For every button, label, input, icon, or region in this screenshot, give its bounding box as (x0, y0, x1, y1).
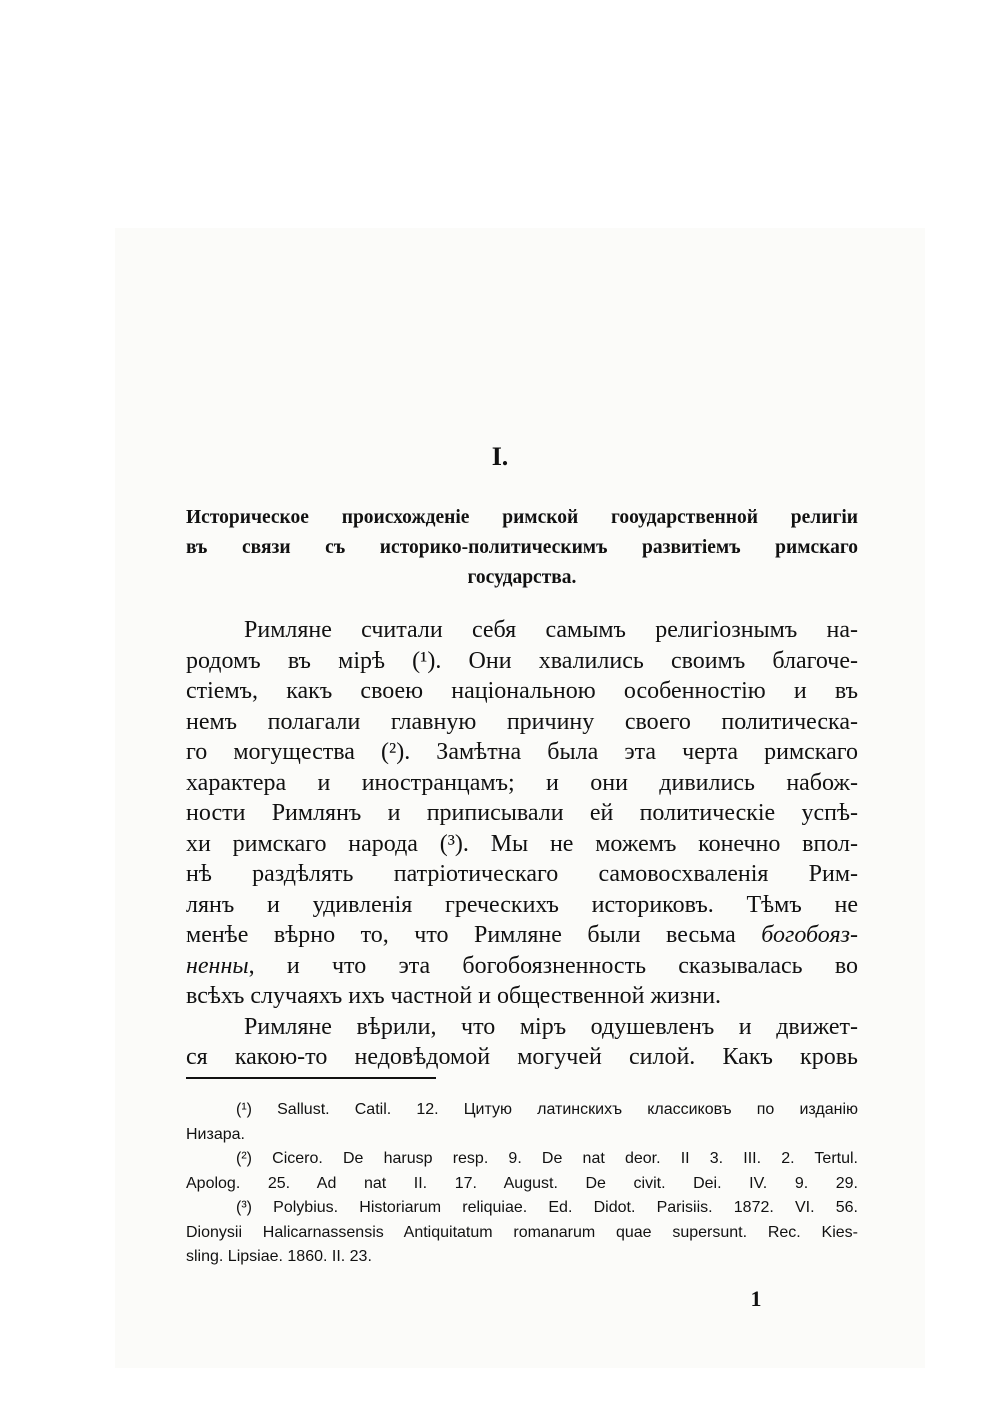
body-line: лянъ и удивленія греческихъ историковъ. Тѣмъ не (186, 891, 858, 918)
body-line: характера и иностранцамъ; и они дивились набож- (186, 769, 858, 796)
body-text-segment: менѣе вѣрно то, что Римляне были весьма (186, 922, 736, 948)
body-line: всѣхъ случаяхъ ихъ частной и общественной жизни. (186, 983, 722, 1009)
title-line: въ связи съ историко-политическимъ развитіемъ римскаго (186, 537, 858, 558)
body-line: родомъ въ мірѣ (¹). Они хвалились своимъ благочe- (186, 647, 858, 674)
body-text (186, 615, 858, 1073)
body-italic-segment: ненны (186, 952, 249, 979)
body-line: хи римскаго народа (³). Мы не можемъ конечно впол- (186, 830, 858, 857)
chapter-title (186, 503, 858, 593)
body-line: ся какою-то недовѣдомой могучей силой. Какъ кровь (186, 1044, 858, 1070)
chapter-number: I. (491, 442, 509, 471)
footnote-separator (186, 1077, 436, 1079)
body-line: нѣ раздѣлять патріотическаго самовосхваленія Рим- (186, 861, 858, 887)
footnotes (186, 1098, 858, 1270)
body-line: Римляне вѣрили, что міръ одушевленъ и движет- (244, 1013, 858, 1040)
footnote-line: (²) Cicero. De harusp resp. 9. De nat deor. II 3. III. 2. Tertul. (236, 1150, 858, 1167)
body-line: ности Римлянъ и приписывали ей политическіе успѣ- (186, 800, 858, 826)
footnote-line: (³) Polybius. Historiarum reliquiae. Ed. Didot. Parisiis. 1872. VI. 56. (236, 1199, 858, 1216)
title-line: Историческое происхожденіе римской гооударственной религіи (186, 507, 858, 528)
footnote-line: (¹) Sallust. Catil. 12. Цитую латинскихъ классиковъ по изданію (236, 1101, 858, 1118)
footnote-line: Низара. (186, 1125, 245, 1143)
footnote-line: Apolog. 25. Ad nat II. 17. August. De civit. Dei. IV. 9. 29. (186, 1174, 858, 1192)
body-text-segment: , и что эта богобоязненность сказывалась во (248, 952, 858, 979)
body-italic-segment: богобояз- (761, 922, 858, 948)
body-line: Римляне считали себя самымъ религіознымъ на- (244, 617, 858, 643)
body-line: го могущества (²). Замѣтна была эта черта римскаго (186, 739, 858, 765)
footnote-line: Dionysii Halicarnassensis Antiquitatum romanarum quae supersunt. Rec. Kies- (186, 1223, 858, 1241)
body-line: немъ полагали главную причину своего политическа- (186, 708, 858, 735)
footnote-line: sling. Lipsiae. 1860. II. 23. (186, 1248, 372, 1265)
body-line: стіемъ, какъ своею національною особенностію и въ (186, 678, 858, 704)
body-line (186, 951, 858, 982)
title-line: государства. (467, 567, 577, 588)
page-number: 1 (750, 1286, 762, 1311)
body-line (186, 920, 858, 951)
